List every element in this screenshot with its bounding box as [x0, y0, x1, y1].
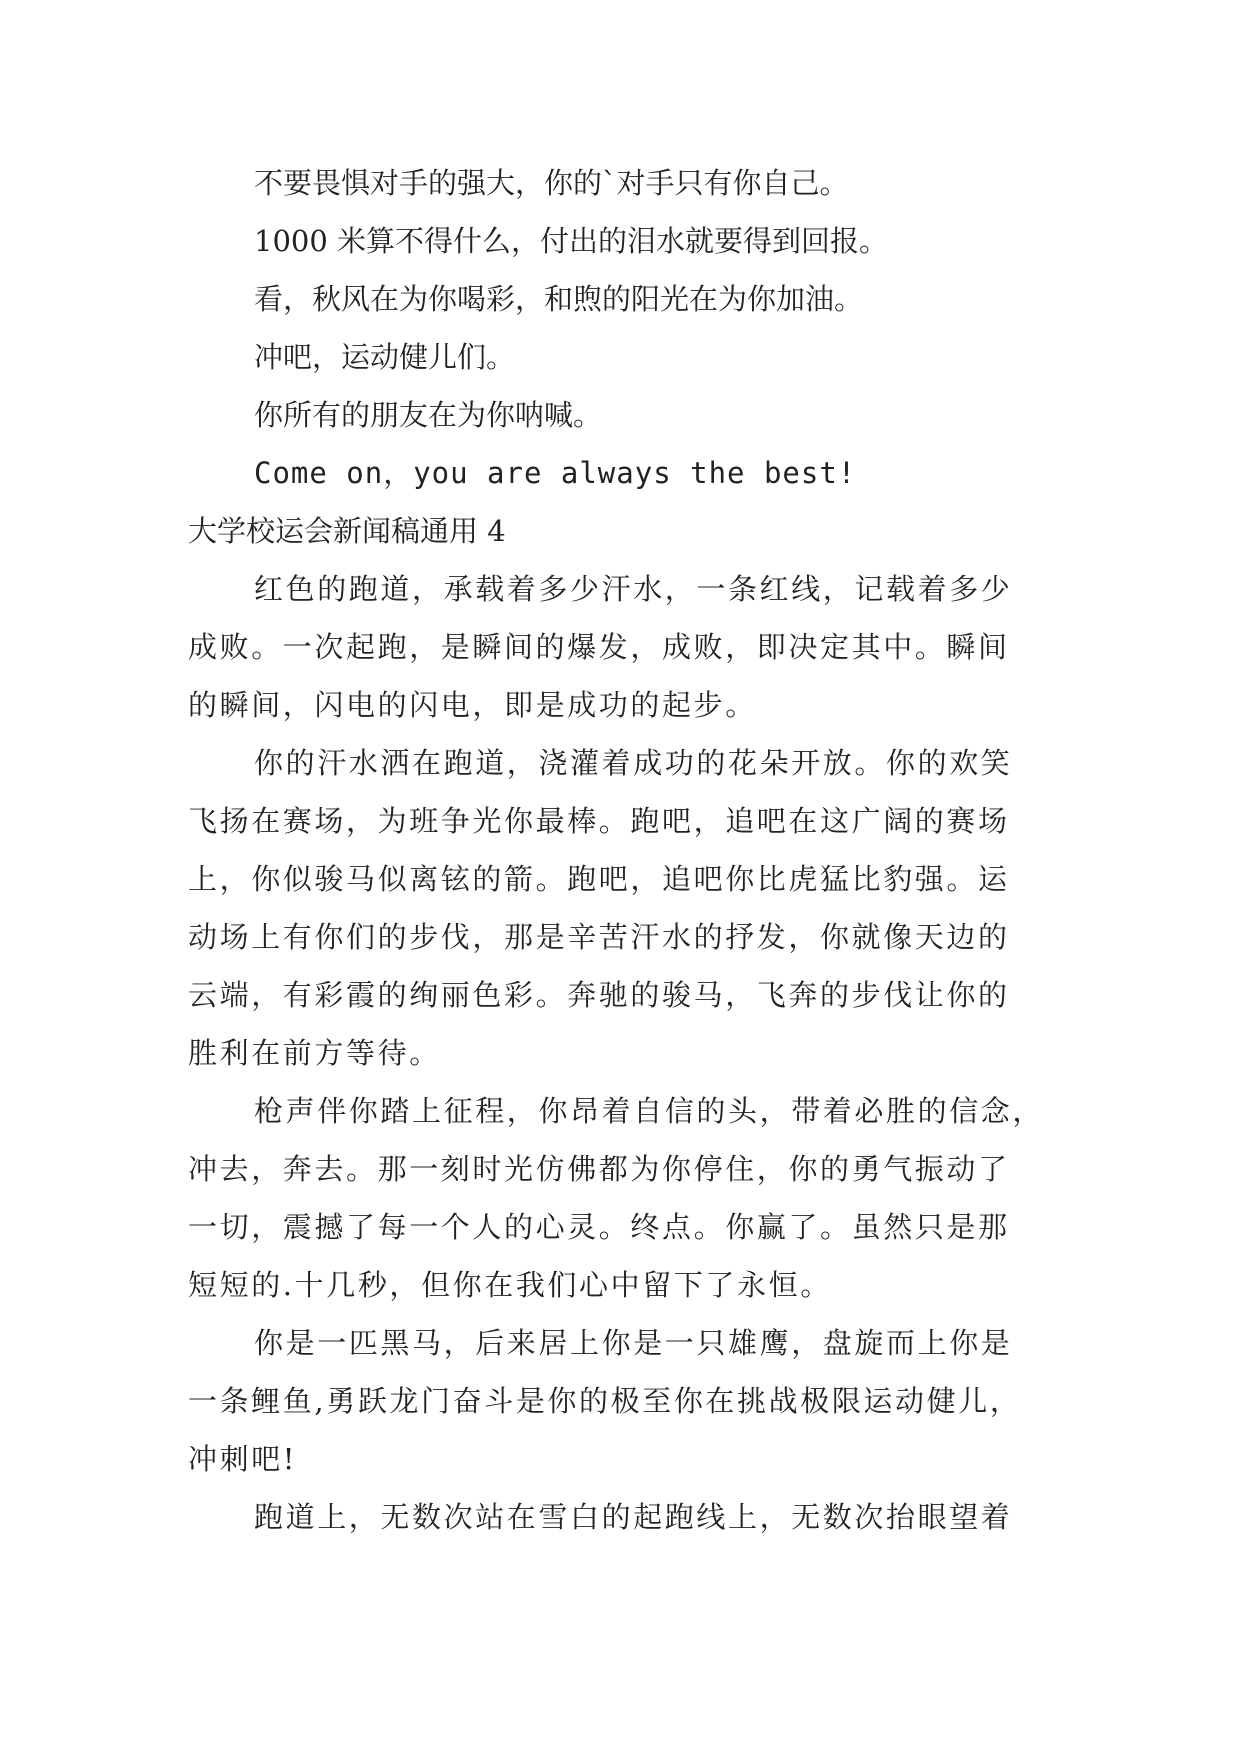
cheer-line: 你所有的朋友在为你呐喊。	[254, 398, 603, 432]
paragraph	[188, 560, 1050, 734]
paragraph-line: 枪声伴你踏上征程，你昂着自信的头，带着必胜的信念，	[254, 1094, 1045, 1128]
cheer-line-english: Come on，you are always the best!	[254, 456, 857, 490]
paragraph-line: 动场上有你们的步伐，那是辛苦汗水的抒发，你就像天边的	[188, 920, 1010, 954]
cheer-line: 1000 米算不得什么，付出的泪水就要得到回报。	[254, 224, 889, 258]
paragraph-line: 飞扬在赛场，为班争光你最棒。跑吧，追吧在这广阔的赛场	[188, 804, 1010, 838]
document-body	[188, 154, 1050, 1546]
paragraph-line: 一条鲤鱼,勇跃龙门奋斗是你的极至你在挑战极限运动健儿，	[188, 1384, 1022, 1418]
section-title: 大学校运会新闻稿通用 4	[188, 514, 506, 548]
cheer-line: 看，秋风在为你喝彩，和煦的阳光在为你加油。	[254, 282, 864, 316]
paragraph	[188, 1488, 1050, 1546]
paragraph-line: 云端，有彩霞的绚丽色彩。奔驰的骏马，飞奔的步伐让你的	[188, 978, 1010, 1012]
paragraph-line: 短短的.十几秒，但你在我们心中留下了永恒。	[188, 1268, 832, 1302]
paragraph-line: 的瞬间，闪电的闪电，即是成功的起步。	[188, 688, 757, 722]
paragraph-line: 胜利在前方等待。	[188, 1036, 441, 1070]
paragraph-line: 冲刺吧!	[188, 1442, 298, 1476]
paragraph-line: 你是一匹黑马，后来居上你是一只雄鹰，盘旋而上你是	[254, 1326, 1013, 1360]
paragraph-line: 成败。一次起跑，是瞬间的爆发，成败，即决定其中。瞬间	[188, 630, 1010, 664]
paragraph-line: 你的汗水洒在跑道，浇灌着成功的花朵开放。你的欢笑	[254, 746, 1013, 780]
paragraph	[188, 1314, 1050, 1488]
paragraph-line: 红色的跑道，承载着多少汗水，一条红线，记载着多少	[254, 572, 1013, 606]
paragraph-line: 一切，震撼了每一个人的心灵。终点。你赢了。虽然只是那	[188, 1210, 1010, 1244]
paragraph-line: 上，你似骏马似离铉的箭。跑吧，追吧你比虎猛比豹强。运	[188, 862, 1010, 896]
paragraph	[188, 734, 1050, 1082]
paragraph-line: 跑道上，无数次站在雪白的起跑线上，无数次抬眼望着	[254, 1500, 1013, 1534]
paragraph	[188, 1082, 1050, 1314]
cheer-line: 冲吧，运动健儿们。	[254, 340, 516, 374]
paragraph-line: 冲去，奔去。那一刻时光仿佛都为你停住，你的勇气振动了	[188, 1152, 1010, 1186]
cheer-line: 不要畏惧对手的强大，你的`对手只有你自己。	[254, 166, 849, 200]
